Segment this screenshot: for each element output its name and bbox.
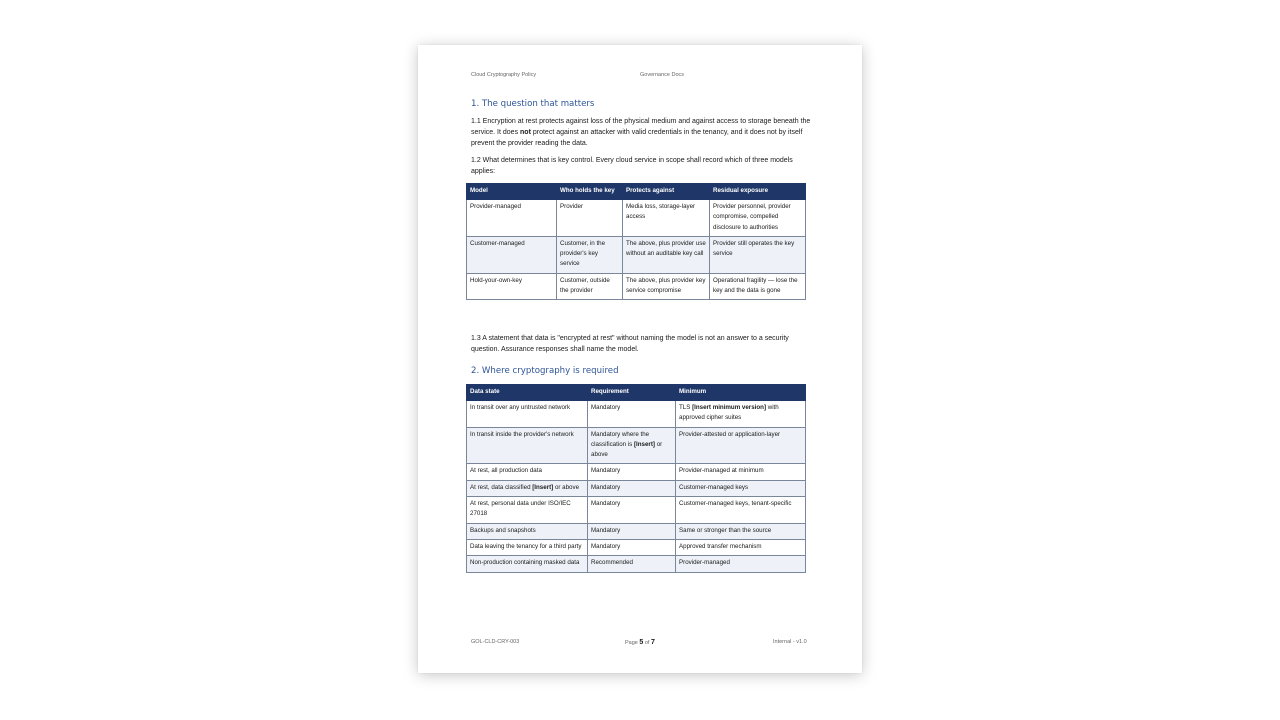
table-cell: Provider-managed bbox=[676, 556, 806, 572]
table-cell: Mandatory bbox=[588, 401, 676, 428]
column-header: Who holds the key bbox=[557, 184, 623, 200]
footer-classification: Internal - v1.0 bbox=[773, 639, 807, 645]
table-cell: Provider-attested or application-layer bbox=[676, 427, 806, 464]
table-row bbox=[467, 200, 806, 237]
table-cell: Provider bbox=[557, 200, 623, 237]
table-cell: Mandatory where the classification is [Insert] or above bbox=[588, 427, 676, 464]
table-row bbox=[467, 539, 806, 555]
column-header: Data state bbox=[467, 385, 588, 401]
table-cell: Customer, outside the provider bbox=[557, 273, 623, 300]
table-cell: TLS [Insert minimum version] with approved cipher suites bbox=[676, 401, 806, 428]
header-doc-title: Cloud Cryptography Policy bbox=[471, 72, 537, 78]
table-cell: At rest, personal data under ISO/IEC 27018 bbox=[467, 497, 588, 524]
table-row bbox=[467, 480, 806, 496]
column-header: Minimum bbox=[676, 385, 806, 401]
column-header: Requirement bbox=[588, 385, 676, 401]
paragraph-1-1: 1.1 Encryption at rest protects against loss of the physical medium and against access to storage beneath the service. It does not protect against an attacker with valid credentials in the tenancy, and it does not by itself prevent the provider reading the data. bbox=[471, 118, 811, 148]
section-2-heading: 2. Where cryptography is required bbox=[471, 366, 619, 376]
table-cell: Mandatory bbox=[588, 523, 676, 539]
table-cell: Non-production containing masked data bbox=[467, 556, 588, 572]
cryptography-requirements-table bbox=[466, 384, 806, 573]
table-cell: Mandatory bbox=[588, 497, 676, 524]
table-cell: Media loss, storage-layer access bbox=[623, 200, 710, 237]
column-header: Model bbox=[467, 184, 557, 200]
footer-doc-id: GOL-CLD-CRY-003 bbox=[471, 639, 520, 645]
table-cell: Recommended bbox=[588, 556, 676, 572]
document-page bbox=[418, 45, 862, 673]
table-cell: Customer-managed keys, tenant-specific bbox=[676, 497, 806, 524]
header-category: Governance Docs bbox=[640, 72, 685, 78]
table-cell: Mandatory bbox=[588, 480, 676, 496]
table-row bbox=[467, 523, 806, 539]
table-cell: Provider-managed at minimum bbox=[676, 464, 806, 480]
paragraph-1-3: 1.3 A statement that data is "encrypted at rest" without naming the model is not an answer to a security question. Assurance responses shall name the model. bbox=[471, 335, 789, 354]
table-cell: Customer-managed keys bbox=[676, 480, 806, 496]
key-control-models-table bbox=[466, 183, 806, 300]
table-cell: Backups and snapshots bbox=[467, 523, 588, 539]
paragraph-1-2: 1.2 What determines that is key control. Every cloud service in scope shall record which of three models applies: bbox=[471, 157, 793, 176]
table-cell: In transit over any untrusted network bbox=[467, 401, 588, 428]
table-row bbox=[467, 236, 806, 273]
table-cell: Customer-managed bbox=[467, 236, 557, 273]
table-cell: Mandatory bbox=[588, 539, 676, 555]
table-cell: In transit inside the provider's network bbox=[467, 427, 588, 464]
table-cell: Mandatory bbox=[588, 464, 676, 480]
table-cell: Provider personnel, provider compromise, compelled disclosure to authorities bbox=[710, 200, 806, 237]
table-header-row bbox=[467, 385, 806, 401]
column-header: Protects against bbox=[623, 184, 710, 200]
table-cell: Provider-managed bbox=[467, 200, 557, 237]
table-cell: At rest, all production data bbox=[467, 464, 588, 480]
column-header: Residual exposure bbox=[710, 184, 806, 200]
table-cell: Provider still operates the key service bbox=[710, 236, 806, 273]
table-row bbox=[467, 401, 806, 428]
table-cell: Approved transfer mechanism bbox=[676, 539, 806, 555]
table-cell: Same or stronger than the source bbox=[676, 523, 806, 539]
table-header-row bbox=[467, 184, 806, 200]
table-row bbox=[467, 273, 806, 300]
section-1-heading: 1. The question that matters bbox=[471, 99, 595, 109]
table-cell: Hold-your-own-key bbox=[467, 273, 557, 300]
table-cell: At rest, data classified [Insert] or above bbox=[467, 480, 588, 496]
table-cell: The above, plus provider key service compromise bbox=[623, 273, 710, 300]
table-cell: Operational fragility — lose the key and the data is gone bbox=[710, 273, 806, 300]
table-row bbox=[467, 556, 806, 572]
table-row bbox=[467, 427, 806, 464]
table-cell: Customer, in the provider's key service bbox=[557, 236, 623, 273]
table-row bbox=[467, 497, 806, 524]
table-cell: Data leaving the tenancy for a third party bbox=[467, 539, 588, 555]
footer-page-number: Page 5 of 7 bbox=[625, 639, 655, 646]
table-cell: The above, plus provider use without an auditable key call bbox=[623, 236, 710, 273]
table-row bbox=[467, 464, 806, 480]
